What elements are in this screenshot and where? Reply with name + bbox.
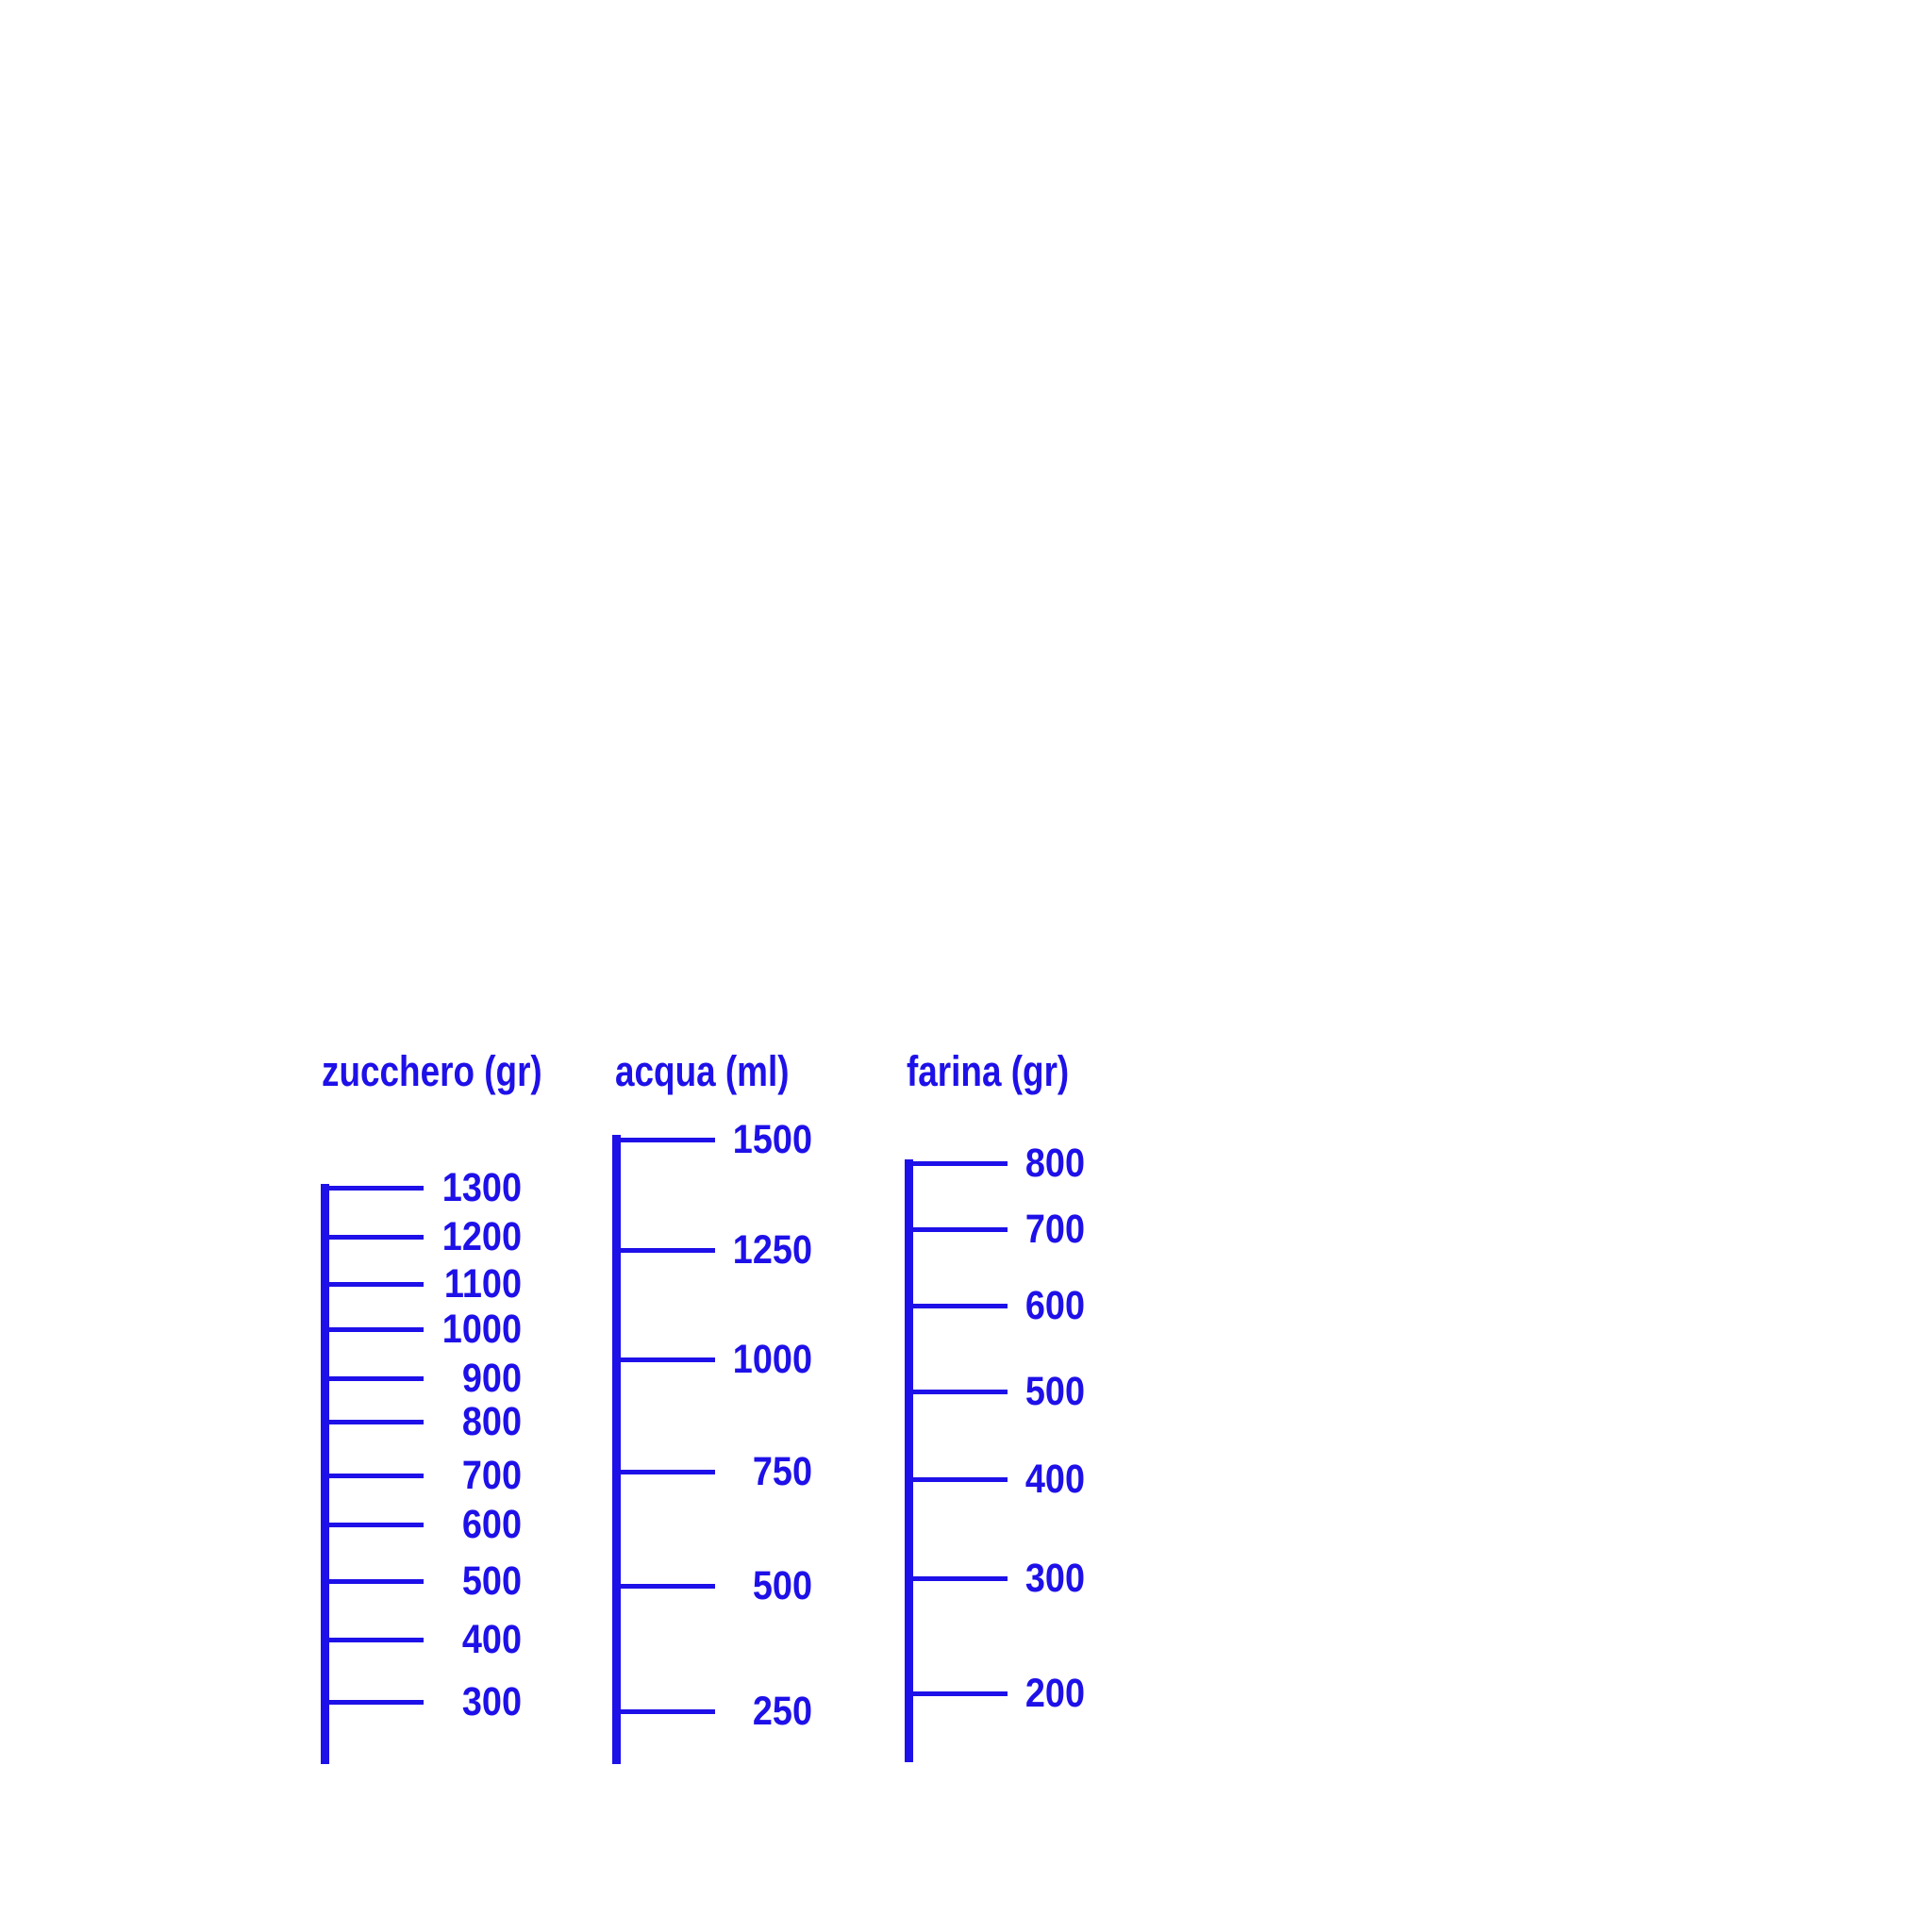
tick-label-farina-700: 700 — [1024, 1207, 1085, 1252]
tick-label-farina-600: 600 — [1024, 1283, 1085, 1328]
scale-header-zucchero: zucchero (gr) — [322, 1047, 542, 1095]
scale-header-acqua: acqua (ml) — [615, 1047, 790, 1095]
tick-label-farina-500: 500 — [1024, 1369, 1085, 1414]
tick-label-zucchero-900: 900 — [461, 1356, 522, 1401]
tick-label-acqua-1000: 1000 — [732, 1337, 812, 1382]
tick-label-zucchero-500: 500 — [461, 1558, 522, 1604]
tick-label-acqua-1250: 1250 — [732, 1227, 812, 1273]
tick-label-farina-400: 400 — [1024, 1457, 1085, 1502]
tick-label-zucchero-700: 700 — [461, 1453, 522, 1498]
tick-label-zucchero-1100: 1100 — [443, 1261, 522, 1307]
tick-label-farina-800: 800 — [1024, 1141, 1085, 1186]
tick-label-zucchero-400: 400 — [461, 1617, 522, 1662]
tick-label-farina-200: 200 — [1024, 1671, 1085, 1716]
tick-label-acqua-500: 500 — [752, 1563, 812, 1608]
tick-label-farina-300: 300 — [1024, 1556, 1085, 1601]
tick-label-acqua-750: 750 — [752, 1449, 812, 1494]
tick-label-acqua-1500: 1500 — [732, 1117, 812, 1162]
scale-header-farina: farina (gr) — [907, 1047, 1070, 1095]
tick-label-acqua-250: 250 — [752, 1689, 812, 1734]
tick-label-zucchero-1200: 1200 — [441, 1214, 522, 1259]
tick-label-zucchero-1300: 1300 — [441, 1165, 522, 1210]
tick-label-zucchero-300: 300 — [461, 1679, 522, 1724]
tick-label-zucchero-1000: 1000 — [441, 1307, 522, 1352]
tick-label-zucchero-800: 800 — [461, 1399, 522, 1444]
tick-label-zucchero-600: 600 — [461, 1502, 522, 1547]
